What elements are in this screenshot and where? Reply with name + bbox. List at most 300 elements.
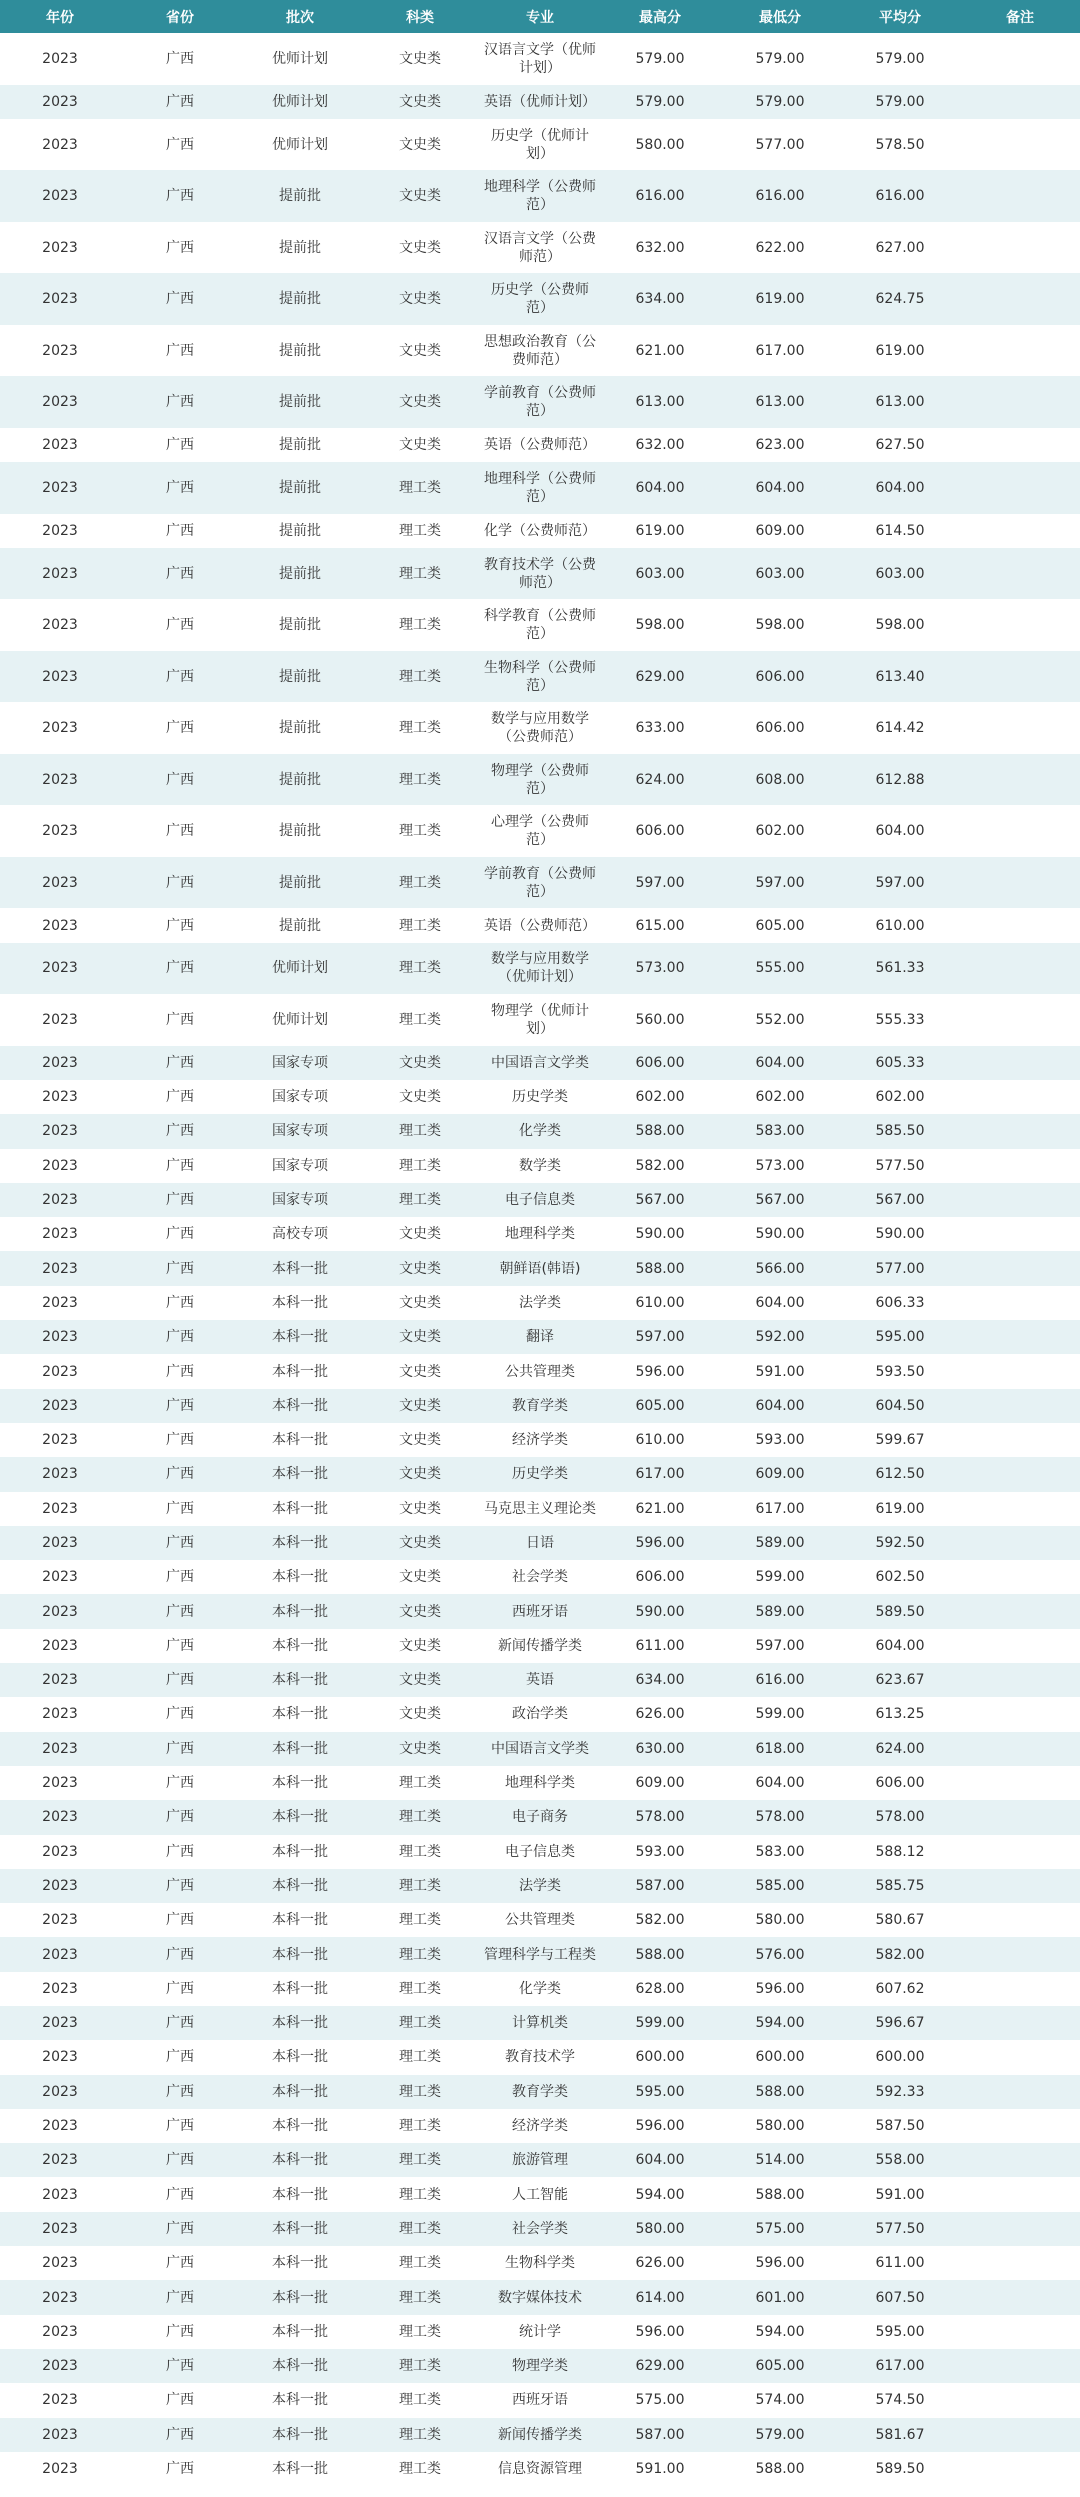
cell-subject-type: 文史类: [399, 1089, 441, 1106]
cell-batch: 本科一批: [272, 2426, 328, 2443]
cell-notes: [960, 1080, 1080, 1114]
cell-year: 2023: [42, 874, 78, 891]
cell-max-score: 606.00: [635, 823, 685, 840]
cell-min-score: 616.00: [755, 1672, 805, 1689]
cell-batch: 本科一批: [272, 2152, 328, 2169]
cell-max-score: 602.00: [635, 1089, 685, 1106]
cell-avg-score: 624.75: [875, 291, 925, 308]
cell-subject-type: 文史类: [399, 1466, 441, 1483]
table-row: [0, 994, 1080, 1046]
cell-min-score: 589.00: [755, 1534, 805, 1551]
cell-notes: [960, 2246, 1080, 2280]
table-row: [0, 514, 1080, 548]
cell-subject-type: 文史类: [399, 1329, 441, 1346]
cell-batch: 本科一批: [272, 1980, 328, 1997]
table-row: [0, 2280, 1080, 2314]
cell-province: 广西: [166, 2426, 194, 2443]
cell-avg-score: 596.67: [875, 2015, 925, 2032]
cell-major: 历史学（优师计划）: [491, 127, 589, 162]
cell-min-score: 596.00: [755, 2255, 805, 2272]
cell-batch: 本科一批: [272, 1706, 328, 1723]
table-row: [0, 1046, 1080, 1080]
cell-province: 广西: [166, 436, 194, 453]
table-row: [0, 2006, 1080, 2040]
cell-subject-type: 理工类: [399, 1843, 441, 1860]
cell-major: 社会学类: [512, 2220, 568, 2237]
cell-province: 广西: [166, 522, 194, 539]
cell-batch: 本科一批: [272, 2392, 328, 2409]
cell-max-score: 587.00: [635, 2426, 685, 2443]
cell-province: 广西: [166, 1226, 194, 1243]
cell-major: 教育学类: [512, 2083, 568, 2100]
cell-subject-type: 文史类: [399, 50, 441, 67]
cell-min-score: 588.00: [755, 2186, 805, 2203]
cell-year: 2023: [42, 436, 78, 453]
cell-year: 2023: [42, 960, 78, 977]
cell-notes: [960, 2040, 1080, 2074]
header-row: [0, 0, 1080, 33]
cell-major: 数学类: [519, 1157, 561, 1174]
cell-major: 历史学（公费师范）: [491, 282, 589, 317]
cell-notes: [960, 1492, 1080, 1526]
cell-major: 历史学类: [512, 1089, 568, 1106]
cell-batch: 国家专项: [272, 1089, 328, 1106]
table-row: [0, 1697, 1080, 1731]
cell-avg-score: 599.67: [875, 1432, 925, 1449]
cell-province: 广西: [166, 291, 194, 308]
cell-max-score: 596.00: [635, 1534, 685, 1551]
cell-max-score: 609.00: [635, 1775, 685, 1792]
cell-max-score: 629.00: [635, 668, 685, 685]
table-row: [0, 1629, 1080, 1663]
cell-avg-score: 604.50: [875, 1397, 925, 1414]
cell-year: 2023: [42, 2323, 78, 2340]
cell-major: 物理学（公费师范）: [491, 762, 589, 797]
cell-subject-type: 理工类: [399, 1980, 441, 1997]
cell-avg-score: 600.00: [875, 2049, 925, 2066]
cell-max-score: 604.00: [635, 479, 685, 496]
cell-min-score: 578.00: [755, 1809, 805, 1826]
cell-major: 日语: [526, 1534, 554, 1551]
cell-max-score: 578.00: [635, 1809, 685, 1826]
cell-max-score: 600.00: [635, 2049, 685, 2066]
cell-year: 2023: [42, 1123, 78, 1140]
cell-max-score: 596.00: [635, 2323, 685, 2340]
cell-avg-score: 613.00: [875, 394, 925, 411]
cell-batch: 本科一批: [272, 1637, 328, 1654]
cell-batch: 提前批: [279, 479, 321, 496]
cell-province: 广西: [166, 1466, 194, 1483]
cell-major: 人工智能: [512, 2186, 568, 2203]
cell-min-score: 602.00: [755, 823, 805, 840]
cell-batch: 提前批: [279, 291, 321, 308]
cell-year: 2023: [42, 522, 78, 539]
cell-major: 教育学类: [512, 1397, 568, 1414]
cell-min-score: 592.00: [755, 1329, 805, 1346]
table-row: [0, 754, 1080, 806]
cell-min-score: 580.00: [755, 2118, 805, 2135]
cell-max-score: 590.00: [635, 1603, 685, 1620]
cell-major: 地理科学（公费师范）: [484, 470, 596, 505]
cell-avg-score: 574.50: [875, 2392, 925, 2409]
cell-subject-type: 理工类: [399, 1912, 441, 1929]
cell-batch: 本科一批: [272, 1775, 328, 1792]
cell-province: 广西: [166, 1740, 194, 1757]
cell-major: 心理学（公费师范）: [491, 814, 589, 849]
cell-major: 教育技术学: [505, 2049, 575, 2066]
table-row: [0, 1594, 1080, 1628]
cell-province: 广西: [166, 1534, 194, 1551]
cell-max-score: 630.00: [635, 1740, 685, 1757]
cell-notes: [960, 1217, 1080, 1251]
cell-avg-score: 607.50: [875, 2289, 925, 2306]
cell-province: 广西: [166, 2220, 194, 2237]
cell-year: 2023: [42, 1500, 78, 1517]
cell-notes: [960, 1183, 1080, 1217]
cell-min-score: 574.00: [755, 2392, 805, 2409]
cell-year: 2023: [42, 1466, 78, 1483]
cell-avg-score: 581.67: [875, 2426, 925, 2443]
cell-notes: [960, 1320, 1080, 1354]
table-row: [0, 119, 1080, 171]
cell-min-score: 604.00: [755, 1054, 805, 1071]
cell-subject-type: 理工类: [399, 479, 441, 496]
cell-max-score: 573.00: [635, 960, 685, 977]
cell-major: 生物科学类: [505, 2255, 575, 2272]
cell-batch: 提前批: [279, 522, 321, 539]
cell-year: 2023: [42, 1432, 78, 1449]
cell-max-score: 626.00: [635, 2255, 685, 2272]
cell-year: 2023: [42, 342, 78, 359]
cell-min-score: 566.00: [755, 1260, 805, 1277]
cell-year: 2023: [42, 1569, 78, 1586]
cell-major: 法学类: [519, 1294, 561, 1311]
cell-avg-score: 577.50: [875, 2220, 925, 2237]
cell-notes: [960, 2109, 1080, 2143]
cell-year: 2023: [42, 50, 78, 67]
cell-province: 广西: [166, 342, 194, 359]
cell-year: 2023: [42, 1946, 78, 1963]
cell-notes: [960, 1869, 1080, 1903]
cell-batch: 本科一批: [272, 2049, 328, 2066]
cell-max-score: 593.00: [635, 1843, 685, 1860]
cell-year: 2023: [42, 1603, 78, 1620]
cell-avg-score: 595.00: [875, 2323, 925, 2340]
cell-subject-type: 理工类: [399, 522, 441, 539]
cell-min-score: 573.00: [755, 1157, 805, 1174]
cell-subject-type: 文史类: [399, 436, 441, 453]
cell-subject-type: 文史类: [399, 1363, 441, 1380]
cell-notes: [960, 1149, 1080, 1183]
cell-major: 数学与应用数学（公费师范）: [491, 711, 589, 746]
cell-subject-type: 理工类: [399, 2392, 441, 2409]
cell-avg-score: 580.67: [875, 1912, 925, 1929]
cell-major: 政治学类: [512, 1706, 568, 1723]
cell-avg-score: 604.00: [875, 823, 925, 840]
table-row: [0, 1320, 1080, 1354]
cell-subject-type: 文史类: [399, 1672, 441, 1689]
cell-province: 广西: [166, 188, 194, 205]
cell-max-score: 595.00: [635, 2083, 685, 2100]
cell-subject-type: 文史类: [399, 136, 441, 153]
cell-major: 经济学类: [512, 1432, 568, 1449]
cell-min-score: 616.00: [755, 188, 805, 205]
header-notes: 备注: [1006, 9, 1034, 26]
cell-subject-type: 文史类: [399, 1397, 441, 1414]
cell-avg-score: 585.75: [875, 1877, 925, 1894]
cell-subject-type: 理工类: [399, 668, 441, 685]
cell-major: 社会学类: [512, 1569, 568, 1586]
cell-province: 广西: [166, 1603, 194, 1620]
cell-notes: [960, 2177, 1080, 2211]
cell-year: 2023: [42, 2015, 78, 2032]
table-row: [0, 2383, 1080, 2417]
cell-subject-type: 理工类: [399, 2015, 441, 2032]
cell-notes: [960, 1937, 1080, 1971]
cell-min-score: 580.00: [755, 1912, 805, 1929]
cell-min-score: 613.00: [755, 394, 805, 411]
cell-batch: 本科一批: [272, 2186, 328, 2203]
cell-max-score: 634.00: [635, 1672, 685, 1689]
cell-major: 马克思主义理论类: [484, 1500, 596, 1517]
cell-batch: 国家专项: [272, 1123, 328, 1140]
cell-notes: [960, 1560, 1080, 1594]
table-row: [0, 2246, 1080, 2280]
cell-major: 公共管理类: [505, 1912, 575, 1929]
cell-batch: 本科一批: [272, 2323, 328, 2340]
cell-avg-score: 613.40: [875, 668, 925, 685]
cell-year: 2023: [42, 2426, 78, 2443]
cell-min-score: 599.00: [755, 1706, 805, 1723]
cell-min-score: 577.00: [755, 136, 805, 153]
cell-batch: 提前批: [279, 188, 321, 205]
cell-min-score: 609.00: [755, 522, 805, 539]
cell-max-score: 624.00: [635, 771, 685, 788]
cell-notes: [960, 1526, 1080, 1560]
cell-province: 广西: [166, 1432, 194, 1449]
cell-major: 科学教育（公费师范）: [484, 608, 596, 643]
table-row: [0, 1080, 1080, 1114]
cell-min-score: 602.00: [755, 1089, 805, 1106]
cell-year: 2023: [42, 1843, 78, 1860]
cell-max-score: 599.00: [635, 2015, 685, 2032]
table-row: [0, 1423, 1080, 1457]
cell-major: 旅游管理: [512, 2152, 568, 2169]
cell-max-score: 617.00: [635, 1466, 685, 1483]
cell-year: 2023: [42, 1329, 78, 1346]
cell-max-score: 621.00: [635, 1500, 685, 1517]
table-row: [0, 222, 1080, 274]
cell-major: 西班牙语: [512, 1603, 568, 1620]
cell-year: 2023: [42, 565, 78, 582]
cell-avg-score: 604.00: [875, 479, 925, 496]
cell-year: 2023: [42, 1534, 78, 1551]
cell-major: 汉语言文学（公费师范）: [484, 230, 596, 265]
cell-year: 2023: [42, 291, 78, 308]
cell-notes: [960, 2383, 1080, 2417]
header-batch: 批次: [286, 9, 314, 26]
table-row: [0, 1114, 1080, 1148]
table-row: [0, 1835, 1080, 1869]
cell-year: 2023: [42, 136, 78, 153]
cell-min-score: 606.00: [755, 720, 805, 737]
cell-province: 广西: [166, 1157, 194, 1174]
cell-max-score: 596.00: [635, 1363, 685, 1380]
cell-province: 广西: [166, 1397, 194, 1414]
cell-major: 汉语言文学（优师计划）: [484, 41, 596, 76]
cell-subject-type: 文史类: [399, 1500, 441, 1517]
cell-batch: 优师计划: [272, 1011, 328, 1028]
cell-major: 化学类: [519, 1123, 561, 1140]
cell-subject-type: 理工类: [399, 2323, 441, 2340]
table-row: [0, 1492, 1080, 1526]
cell-batch: 本科一批: [272, 1500, 328, 1517]
cell-province: 广西: [166, 2049, 194, 2066]
cell-notes: [960, 1114, 1080, 1148]
cell-year: 2023: [42, 188, 78, 205]
cell-batch: 本科一批: [272, 1397, 328, 1414]
cell-notes: [960, 1732, 1080, 1766]
cell-max-score: 613.00: [635, 394, 685, 411]
cell-major: 电子信息类: [505, 1192, 575, 1209]
cell-province: 广西: [166, 720, 194, 737]
cell-province: 广西: [166, 874, 194, 891]
cell-notes: [960, 85, 1080, 119]
cell-year: 2023: [42, 2049, 78, 2066]
cell-avg-score: 592.50: [875, 1534, 925, 1551]
cell-year: 2023: [42, 917, 78, 934]
cell-avg-score: 579.00: [875, 50, 925, 67]
cell-year: 2023: [42, 1877, 78, 1894]
cell-year: 2023: [42, 239, 78, 256]
cell-min-score: 596.00: [755, 1980, 805, 1997]
cell-subject-type: 理工类: [399, 2152, 441, 2169]
cell-notes: [960, 1972, 1080, 2006]
cell-year: 2023: [42, 2358, 78, 2375]
cell-avg-score: 587.50: [875, 2118, 925, 2135]
cell-avg-score: 617.00: [875, 2358, 925, 2375]
cell-max-score: 633.00: [635, 720, 685, 737]
cell-year: 2023: [42, 720, 78, 737]
cell-subject-type: 理工类: [399, 1946, 441, 1963]
cell-year: 2023: [42, 1157, 78, 1174]
cell-year: 2023: [42, 1637, 78, 1654]
table-row: [0, 85, 1080, 119]
table-row: [0, 1560, 1080, 1594]
cell-batch: 本科一批: [272, 1843, 328, 1860]
cell-notes: [960, 2315, 1080, 2349]
cell-min-score: 618.00: [755, 1740, 805, 1757]
cell-subject-type: 理工类: [399, 1011, 441, 1028]
cell-notes: [960, 1766, 1080, 1800]
cell-max-score: 579.00: [635, 50, 685, 67]
cell-major: 法学类: [519, 1877, 561, 1894]
cell-year: 2023: [42, 1740, 78, 1757]
cell-avg-score: 592.33: [875, 2083, 925, 2100]
cell-major: 英语: [526, 1672, 554, 1689]
table-row: [0, 2212, 1080, 2246]
cell-province: 广西: [166, 1877, 194, 1894]
cell-province: 广西: [166, 2083, 194, 2100]
cell-max-score: 588.00: [635, 1123, 685, 1140]
cell-min-score: 608.00: [755, 771, 805, 788]
cell-subject-type: 文史类: [399, 1603, 441, 1620]
header-subject-type: 科类: [406, 9, 434, 26]
cell-batch: 国家专项: [272, 1157, 328, 1174]
cell-batch: 本科一批: [272, 1569, 328, 1586]
cell-batch: 提前批: [279, 823, 321, 840]
cell-avg-score: 577.50: [875, 1157, 925, 1174]
cell-subject-type: 理工类: [399, 2220, 441, 2237]
cell-province: 广西: [166, 1363, 194, 1380]
cell-batch: 本科一批: [272, 1912, 328, 1929]
cell-year: 2023: [42, 1294, 78, 1311]
header-year: 年份: [46, 9, 74, 26]
cell-avg-score: 624.00: [875, 1740, 925, 1757]
cell-subject-type: 文史类: [399, 1740, 441, 1757]
cell-avg-score: 588.12: [875, 1843, 925, 1860]
cell-max-score: 594.00: [635, 2186, 685, 2203]
cell-subject-type: 文史类: [399, 342, 441, 359]
cell-year: 2023: [42, 1054, 78, 1071]
cell-notes: [960, 1697, 1080, 1731]
cell-batch: 国家专项: [272, 1054, 328, 1071]
table-row: [0, 2349, 1080, 2383]
cell-batch: 本科一批: [272, 1534, 328, 1551]
table-row: [0, 548, 1080, 600]
cell-notes: [960, 651, 1080, 703]
cell-batch: 本科一批: [272, 1603, 328, 1620]
cell-subject-type: 理工类: [399, 2049, 441, 2066]
cell-avg-score: 604.00: [875, 1637, 925, 1654]
cell-max-score: 634.00: [635, 291, 685, 308]
cell-province: 广西: [166, 617, 194, 634]
cell-year: 2023: [42, 1809, 78, 1826]
cell-avg-score: 578.50: [875, 136, 925, 153]
cell-batch: 本科一批: [272, 1740, 328, 1757]
cell-province: 广西: [166, 1980, 194, 1997]
cell-year: 2023: [42, 823, 78, 840]
cell-avg-score: 589.50: [875, 2461, 925, 2477]
cell-year: 2023: [42, 1363, 78, 1380]
cell-avg-score: 578.00: [875, 1809, 925, 1826]
cell-max-score: 596.00: [635, 2118, 685, 2135]
cell-major: 统计学: [519, 2323, 561, 2340]
cell-avg-score: 561.33: [875, 960, 925, 977]
cell-avg-score: 591.00: [875, 2186, 925, 2203]
cell-province: 广西: [166, 2289, 194, 2306]
cell-avg-score: 619.00: [875, 342, 925, 359]
cell-province: 广西: [166, 2392, 194, 2409]
table-row: [0, 1389, 1080, 1423]
cell-major: 教育技术学（公费师范）: [484, 556, 596, 591]
cell-min-score: 579.00: [755, 2426, 805, 2443]
cell-avg-score: 612.50: [875, 1466, 925, 1483]
cell-notes: [960, 908, 1080, 942]
cell-subject-type: 文史类: [399, 394, 441, 411]
cell-notes: [960, 1457, 1080, 1491]
cell-notes: [960, 1286, 1080, 1320]
cell-major: 学前教育（公费师范）: [484, 865, 596, 900]
cell-major: 翻译: [526, 1329, 554, 1346]
cell-max-score: 580.00: [635, 2220, 685, 2237]
cell-max-score: 610.00: [635, 1294, 685, 1311]
cell-notes: [960, 514, 1080, 548]
cell-max-score: 588.00: [635, 1260, 685, 1277]
cell-notes: [960, 1354, 1080, 1388]
cell-major: 电子信息类: [505, 1843, 575, 1860]
cell-min-score: 598.00: [755, 617, 805, 634]
